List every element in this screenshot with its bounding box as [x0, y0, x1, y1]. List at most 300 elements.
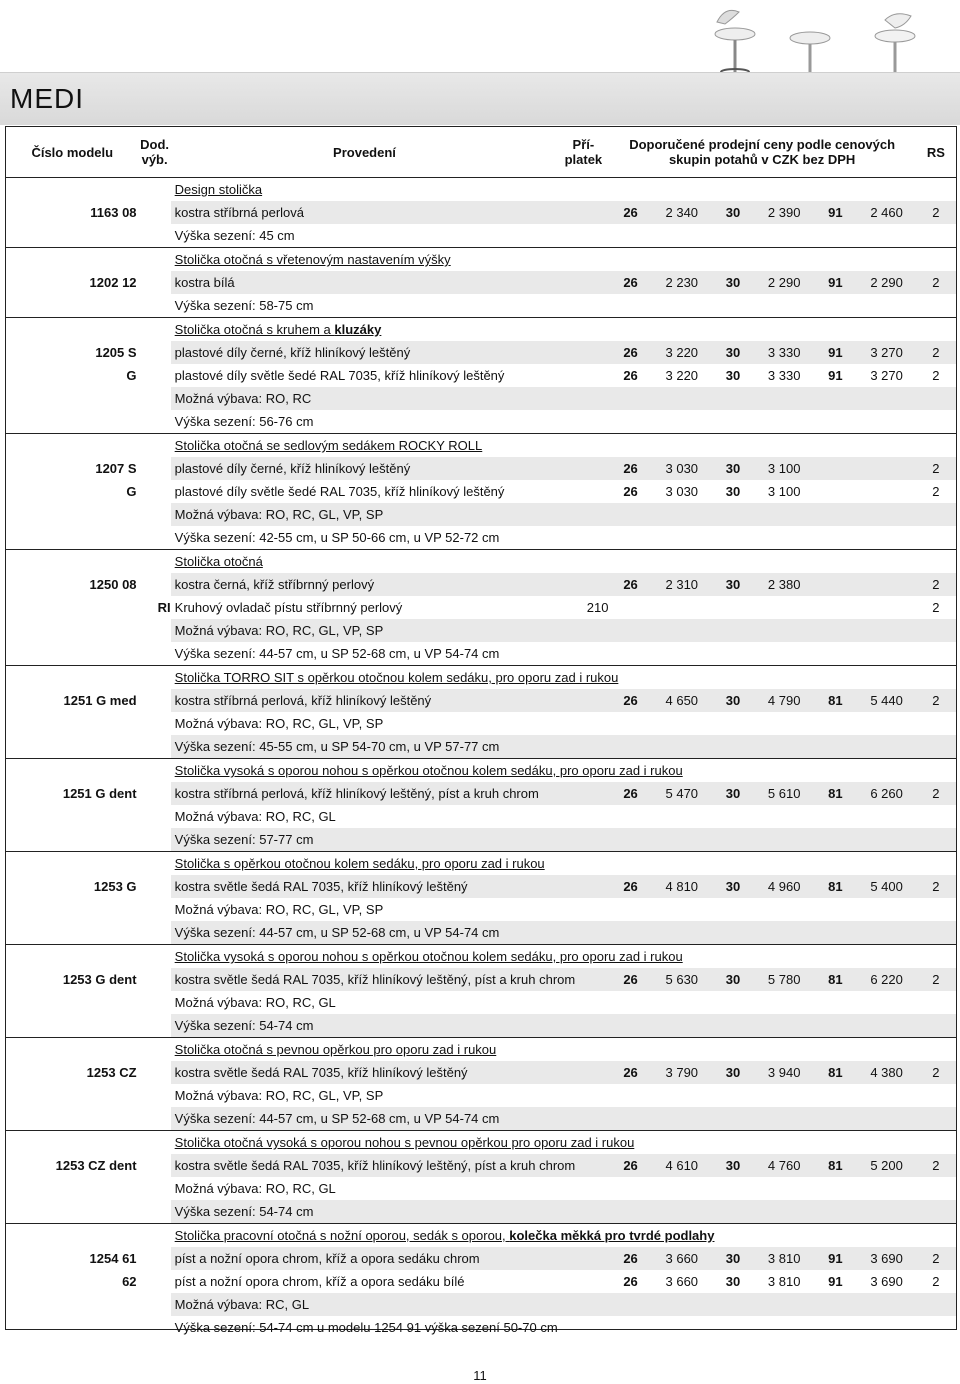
model-cell	[6, 1084, 139, 1107]
table-row	[6, 619, 956, 642]
rs-cell	[916, 1224, 956, 1248]
price-group-cell: 26	[608, 1154, 652, 1177]
price-table-frame	[5, 126, 957, 1335]
option-code-cell	[139, 387, 171, 410]
surcharge-cell	[558, 271, 608, 294]
price-cell	[857, 1316, 915, 1339]
table-row	[6, 364, 956, 387]
rs-cell	[916, 318, 956, 342]
price-cell: 6 260	[857, 782, 915, 805]
price-group-cell	[711, 1084, 755, 1107]
table-row	[6, 410, 956, 434]
price-cell: 5 630	[653, 968, 711, 991]
surcharge-cell	[558, 248, 608, 272]
price-group-cell	[608, 1014, 652, 1038]
description-text: kostra stříbrná perlová, kříž hliníkový leštěný, píst a kruh chrom	[174, 786, 539, 801]
price-group-cell: 30	[711, 271, 755, 294]
price-group-cell	[608, 178, 652, 202]
price-group-cell: 30	[711, 341, 755, 364]
rs-cell	[916, 642, 956, 666]
price-group-cell	[813, 642, 857, 666]
description-text: kostra černá, kříž stříbrnný perlový	[174, 577, 375, 592]
surcharge-cell	[558, 480, 608, 503]
description-text: Možná výbava: RO, RC, GL, VP, SP	[174, 623, 384, 638]
option-code-cell	[139, 735, 171, 759]
description-cell	[171, 828, 559, 852]
price-group-cell	[711, 828, 755, 852]
price-cell	[857, 1084, 915, 1107]
price-group-cell	[711, 898, 755, 921]
description-text: kostra bílá	[174, 275, 235, 290]
header-dod: Dod. výb.	[139, 127, 171, 178]
price-cell	[653, 991, 711, 1014]
price-cell	[653, 1014, 711, 1038]
price-group-cell	[711, 1107, 755, 1131]
price-group-cell	[608, 550, 652, 574]
price-group-cell	[711, 1316, 755, 1339]
price-cell: 3 660	[653, 1247, 711, 1270]
price-cell	[755, 1293, 813, 1316]
rs-cell	[916, 526, 956, 550]
option-code-cell	[139, 921, 171, 945]
table-row	[6, 945, 956, 969]
rs-cell	[916, 666, 956, 690]
price-cell: 5 780	[755, 968, 813, 991]
price-cell: 5 470	[653, 782, 711, 805]
description-cell	[171, 178, 559, 202]
price-group-cell	[711, 1177, 755, 1200]
description-cell	[171, 1061, 559, 1084]
price-group-cell: 30	[711, 1061, 755, 1084]
table-row	[6, 1061, 956, 1084]
price-cell	[653, 1293, 711, 1316]
table-row	[6, 689, 956, 712]
price-cell	[653, 712, 711, 735]
table-row	[6, 480, 956, 503]
model-cell	[6, 1224, 139, 1248]
description-cell	[171, 387, 559, 410]
price-cell	[653, 1131, 711, 1155]
surcharge-cell	[558, 921, 608, 945]
price-group-cell	[813, 224, 857, 248]
model-cell	[6, 294, 139, 318]
price-cell	[755, 828, 813, 852]
model-cell	[6, 735, 139, 759]
price-group-cell: 26	[608, 201, 652, 224]
rs-cell	[916, 1107, 956, 1131]
model-cell	[6, 991, 139, 1014]
price-group-cell: 81	[813, 875, 857, 898]
description-cell	[171, 759, 683, 783]
header-desc: Provedení	[171, 127, 559, 178]
price-cell: 3 030	[665, 484, 699, 499]
table-row	[6, 991, 956, 1014]
price-cell	[653, 1200, 711, 1224]
price-group-cell	[813, 1084, 857, 1107]
price-group-cell	[711, 921, 755, 945]
rs-cell	[916, 991, 956, 1014]
price-cell	[857, 248, 915, 272]
description-cell	[171, 1038, 559, 1062]
price-cell: 6 220	[857, 968, 915, 991]
description-cell	[171, 782, 559, 805]
price-cell: 2 340	[653, 201, 711, 224]
option-code-cell	[139, 341, 171, 364]
table-row	[6, 457, 956, 480]
table-row	[6, 782, 956, 805]
rs-cell: 2	[916, 457, 956, 480]
price-cell	[755, 1224, 813, 1248]
description-text: Výška sezení: 54-74 cm	[174, 1204, 314, 1219]
description-text: kostra světle šedá RAL 7035, kříž hliníkový leštěný	[174, 879, 468, 894]
price-cell	[755, 1084, 813, 1107]
price-cell: 3 810	[767, 1274, 801, 1289]
price-cell	[653, 434, 711, 458]
rs-cell: 2	[916, 1154, 956, 1177]
price-cell	[857, 1131, 915, 1155]
price-cell	[653, 526, 711, 550]
table-row	[6, 248, 956, 272]
table-row	[6, 1014, 956, 1038]
price-cell	[857, 921, 915, 945]
price-cell	[755, 852, 813, 876]
model-cell	[6, 828, 139, 852]
description-text: Stolička otočná	[174, 554, 263, 569]
surcharge-cell	[558, 503, 608, 526]
option-code-cell	[139, 201, 171, 224]
rs-cell	[916, 1038, 956, 1062]
surcharge-cell	[558, 991, 608, 1014]
model-cell	[6, 898, 139, 921]
rs-cell	[916, 1177, 956, 1200]
price-cell	[755, 318, 813, 342]
model-cell	[6, 387, 139, 410]
price-cell	[653, 1038, 711, 1062]
description-cell	[171, 1200, 559, 1224]
price-cell	[755, 1177, 813, 1200]
rs-cell	[916, 921, 956, 945]
table-row	[6, 828, 956, 852]
price-group-cell: 91	[813, 271, 857, 294]
description-cell	[171, 1316, 559, 1339]
model-cell: 1253 CZ dent	[55, 1158, 137, 1173]
rs-cell	[916, 248, 956, 272]
price-group-cell	[711, 318, 755, 342]
price-table	[6, 127, 956, 1339]
rs-cell	[916, 1014, 956, 1038]
price-cell	[755, 619, 813, 642]
option-code-cell	[139, 318, 171, 342]
surcharge-cell	[558, 1177, 608, 1200]
table-row	[6, 759, 956, 783]
option-code-cell	[139, 1270, 171, 1293]
model-cell	[6, 550, 139, 574]
price-cell: 4 960	[755, 875, 813, 898]
price-group-cell	[608, 735, 652, 759]
surcharge-cell	[558, 1200, 608, 1224]
description-cell	[171, 457, 559, 480]
price-group-cell	[813, 712, 857, 735]
price-cell: 2 380	[755, 573, 813, 596]
option-code-cell	[139, 1293, 171, 1316]
rs-cell	[916, 387, 956, 410]
model-cell: 1163 08	[90, 205, 137, 220]
description-cell	[171, 573, 559, 596]
price-group-cell	[711, 248, 755, 272]
price-group-cell	[813, 898, 857, 921]
price-group-cell	[711, 1014, 755, 1038]
table-row	[6, 1270, 956, 1293]
price-group-cell	[711, 735, 755, 759]
surcharge-cell	[558, 898, 608, 921]
table-row	[6, 1107, 956, 1131]
rs-cell	[916, 805, 956, 828]
surcharge-cell	[558, 573, 608, 596]
price-cell	[857, 1177, 915, 1200]
description-text: Výška sezení: 54-74 cm	[174, 1018, 314, 1033]
model-cell: 1253 G dent	[62, 972, 137, 987]
price-group-cell	[711, 294, 755, 318]
option-code-cell	[139, 689, 171, 712]
price-cell	[857, 759, 915, 783]
price-group-cell	[711, 434, 755, 458]
table-row	[6, 526, 956, 550]
table-row	[6, 735, 956, 759]
table-row	[6, 503, 956, 526]
model-cell	[6, 1038, 139, 1062]
option-code-cell	[139, 898, 171, 921]
price-group-cell: 26	[623, 368, 638, 383]
price-cell	[755, 178, 813, 202]
description-text: Možná výbava: RO, RC, GL, VP, SP	[174, 507, 384, 522]
table-row	[6, 271, 956, 294]
price-group-cell	[711, 1224, 755, 1248]
price-group-cell: 30	[711, 1247, 755, 1270]
price-cell	[653, 828, 711, 852]
price-cell: 3 270	[870, 368, 903, 383]
price-cell	[755, 759, 813, 783]
price-cell: 2 390	[755, 201, 813, 224]
price-cell: 4 760	[755, 1154, 813, 1177]
price-cell	[857, 898, 915, 921]
rs-cell: 2	[932, 600, 940, 615]
price-group-cell	[813, 503, 857, 526]
description-cell	[171, 619, 559, 642]
rs-cell	[916, 898, 956, 921]
price-cell	[857, 457, 915, 480]
model-cell	[6, 1293, 139, 1316]
price-group-cell: 91	[828, 1274, 843, 1289]
description-cell	[171, 480, 559, 503]
description-highlight: kolečka měkká pro tvrdé podlahy	[509, 1228, 715, 1243]
description-cell	[171, 550, 559, 574]
option-code-cell	[139, 1316, 171, 1339]
price-group-cell	[813, 526, 857, 550]
rs-cell: 2	[916, 689, 956, 712]
table-row	[6, 1247, 956, 1270]
price-cell	[653, 1084, 711, 1107]
price-group-cell	[711, 503, 755, 526]
price-group-cell: 26	[608, 1061, 652, 1084]
price-cell	[653, 387, 711, 410]
price-cell: 5 610	[755, 782, 813, 805]
price-group-cell	[608, 828, 652, 852]
model-cell	[6, 921, 139, 945]
description-cell	[171, 1293, 559, 1316]
surcharge-cell	[558, 318, 608, 342]
table-row	[6, 387, 956, 410]
price-group-cell	[813, 619, 857, 642]
model-cell: 1251 G dent	[62, 786, 137, 801]
price-group-cell	[608, 898, 652, 921]
table-row	[6, 1200, 956, 1224]
price-group-cell: 30	[711, 782, 755, 805]
table-row	[6, 712, 956, 735]
model-cell	[6, 1200, 139, 1224]
price-cell	[857, 852, 915, 876]
description-cell	[171, 318, 559, 342]
surcharge-cell	[558, 387, 608, 410]
price-cell	[755, 921, 813, 945]
rs-cell	[916, 550, 956, 574]
option-code-cell	[139, 619, 171, 642]
model-cell	[6, 596, 139, 619]
option-code-cell	[139, 782, 171, 805]
rs-cell	[916, 434, 956, 458]
price-cell	[653, 1316, 711, 1339]
surcharge-cell	[558, 410, 608, 434]
rs-cell	[916, 1084, 956, 1107]
rs-cell	[916, 852, 956, 876]
rs-cell	[916, 712, 956, 735]
price-cell	[857, 1038, 915, 1062]
option-code-cell	[139, 457, 171, 480]
price-cell	[857, 410, 915, 434]
price-cell	[653, 503, 711, 526]
model-cell: 62	[122, 1274, 137, 1289]
description-cell	[171, 410, 559, 434]
rs-cell	[916, 1131, 956, 1155]
option-code-cell	[139, 503, 171, 526]
description-cell	[171, 364, 559, 387]
price-group-cell: 81	[813, 782, 857, 805]
price-cell	[755, 248, 813, 272]
description-text: Stolička otočná s kruhem a	[174, 322, 335, 337]
price-group-cell	[608, 991, 652, 1014]
price-group-cell: 26	[623, 484, 638, 499]
model-cell	[6, 1177, 139, 1200]
price-group-cell	[813, 550, 857, 574]
price-group-cell	[813, 852, 857, 876]
rs-cell	[916, 828, 956, 852]
price-cell	[653, 735, 711, 759]
description-cell	[171, 805, 559, 828]
price-group-cell	[608, 642, 652, 666]
price-group-cell	[711, 805, 755, 828]
description-cell	[171, 1224, 715, 1248]
description-cell	[171, 1177, 559, 1200]
price-group-cell	[813, 1316, 857, 1339]
price-group-cell	[608, 1316, 652, 1339]
surcharge-cell	[558, 689, 608, 712]
rs-cell: 2	[916, 271, 956, 294]
price-cell	[857, 224, 915, 248]
table-row	[6, 201, 956, 224]
price-group-cell	[608, 1177, 652, 1200]
description-text: Stolička otočná s pevnou opěrkou pro oporu zad i rukou	[174, 1042, 497, 1057]
price-group-cell	[711, 526, 755, 550]
section-title: MEDI	[10, 83, 84, 114]
model-cell: 1253 G	[93, 879, 137, 894]
model-cell: 1207 S	[95, 461, 137, 476]
price-cell	[755, 387, 813, 410]
price-group-cell	[813, 1200, 857, 1224]
price-group-cell	[711, 991, 755, 1014]
price-cell: 3 690	[870, 1274, 903, 1289]
price-group-cell	[711, 410, 755, 434]
price-cell	[653, 852, 711, 876]
price-group-cell	[711, 178, 755, 202]
description-cell	[171, 666, 619, 690]
rs-cell: 2	[932, 484, 940, 499]
option-code-cell	[139, 1154, 171, 1177]
price-cell: 4 650	[653, 689, 711, 712]
table-row	[6, 875, 956, 898]
model-cell: 1202 12	[89, 275, 137, 290]
description-text: Výška sezení: 57-77 cm	[174, 832, 314, 847]
surcharge-cell	[558, 1084, 608, 1107]
price-group-cell	[608, 526, 652, 550]
model-cell	[6, 1014, 139, 1038]
price-group-cell	[608, 921, 652, 945]
price-group-cell	[608, 248, 652, 272]
rs-cell	[916, 178, 956, 202]
option-code-cell	[139, 248, 171, 272]
description-cell	[171, 1154, 576, 1177]
price-cell	[857, 503, 915, 526]
description-text: kostra světle šedá RAL 7035, kříž hliníkový leštěný, píst a kruh chrom	[174, 972, 576, 987]
price-cell	[857, 387, 915, 410]
price-cell: 3 690	[857, 1247, 915, 1270]
price-cell	[857, 805, 915, 828]
model-cell: 1254 61	[89, 1251, 137, 1266]
description-cell	[171, 526, 559, 550]
option-code-cell	[139, 759, 171, 783]
surcharge-cell	[558, 178, 608, 202]
price-cell: 3 330	[755, 341, 813, 364]
price-group-cell	[711, 550, 755, 574]
header-rs: RS	[916, 127, 956, 178]
table-row	[6, 968, 956, 991]
rs-cell: 2	[916, 573, 956, 596]
rs-cell	[916, 1200, 956, 1224]
option-code-cell	[139, 1038, 171, 1062]
price-group-cell: 26	[608, 689, 652, 712]
table-row	[6, 1154, 956, 1177]
price-cell	[755, 526, 813, 550]
description-text: píst a nožní opora chrom, kříž a opora sedáku chrom	[174, 1251, 480, 1266]
price-cell: 3 810	[755, 1247, 813, 1270]
option-code-cell	[139, 991, 171, 1014]
price-group-cell	[711, 1293, 755, 1316]
price-group-cell	[813, 596, 857, 619]
table-row	[6, 224, 956, 248]
option-code-cell	[139, 480, 171, 503]
option-code-cell	[139, 224, 171, 248]
price-group-cell: 26	[608, 457, 652, 480]
price-cell	[653, 550, 711, 574]
price-group-cell	[813, 945, 857, 969]
